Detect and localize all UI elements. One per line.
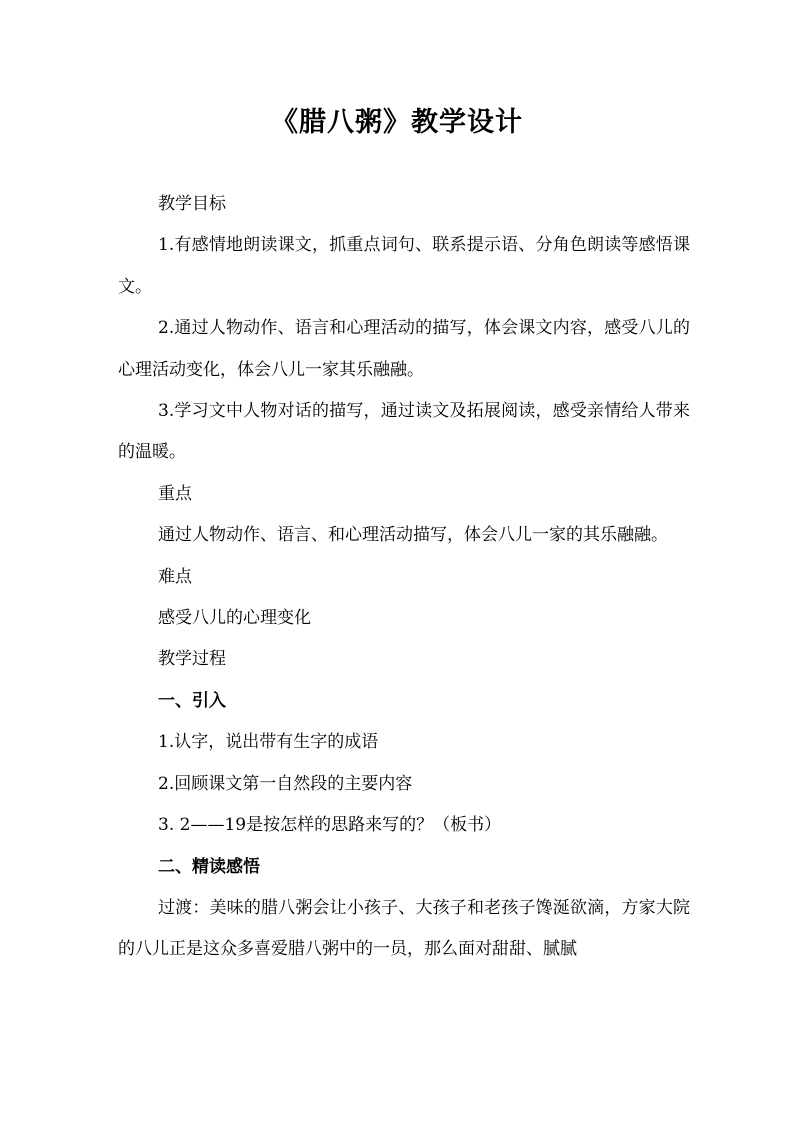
key-point-text: 通过人物动作、语言、和心理活动描写，体会八儿一家的其乐融融。 xyxy=(158,525,668,546)
part-one-heading: 一、引入 xyxy=(158,690,226,711)
objectives-label: 教学目标 xyxy=(158,194,226,214)
key-point-label: 重点 xyxy=(158,483,192,504)
objective-1: 1.有感情地朗读课文，抓重点词句、联系提示语、分角色朗读等感悟课文。 xyxy=(118,235,690,297)
step-2: 2.回顾课文第一自然段的主要内容 xyxy=(158,773,413,794)
transition-paragraph: 过渡：美味的腊八粥会让小孩子、大孩子和老孩子馋涎欲滴，方家大院的八儿正是这众多喜爱腊八粥中的一员，那么面对甜甜、腻腻 xyxy=(118,897,690,960)
step-3: 3. 2——19是按怎样的思路来写的？（板书） xyxy=(158,815,502,836)
step-1: 1.认字，说出带有生字的成语 xyxy=(158,732,379,753)
document-body xyxy=(118,184,690,971)
difficulty-text: 感受八儿的心理变化 xyxy=(158,608,311,629)
objective-2: 2.通过人物动作、语言和心理活动的描写，体会课文内容，感受八儿的心理活动变化，体会八儿一家其乐融融。 xyxy=(118,318,690,380)
objective-3: 3.学习文中人物对话的描写，通过读文及拓展阅读，感受亲情给人带来的温暖。 xyxy=(118,401,690,463)
process-label: 教学过程 xyxy=(158,649,226,670)
part-two-heading: 二、精读感悟 xyxy=(158,856,260,877)
difficulty-label: 难点 xyxy=(158,566,192,587)
document-title: 《腊八粥》教学设计 xyxy=(271,107,523,138)
